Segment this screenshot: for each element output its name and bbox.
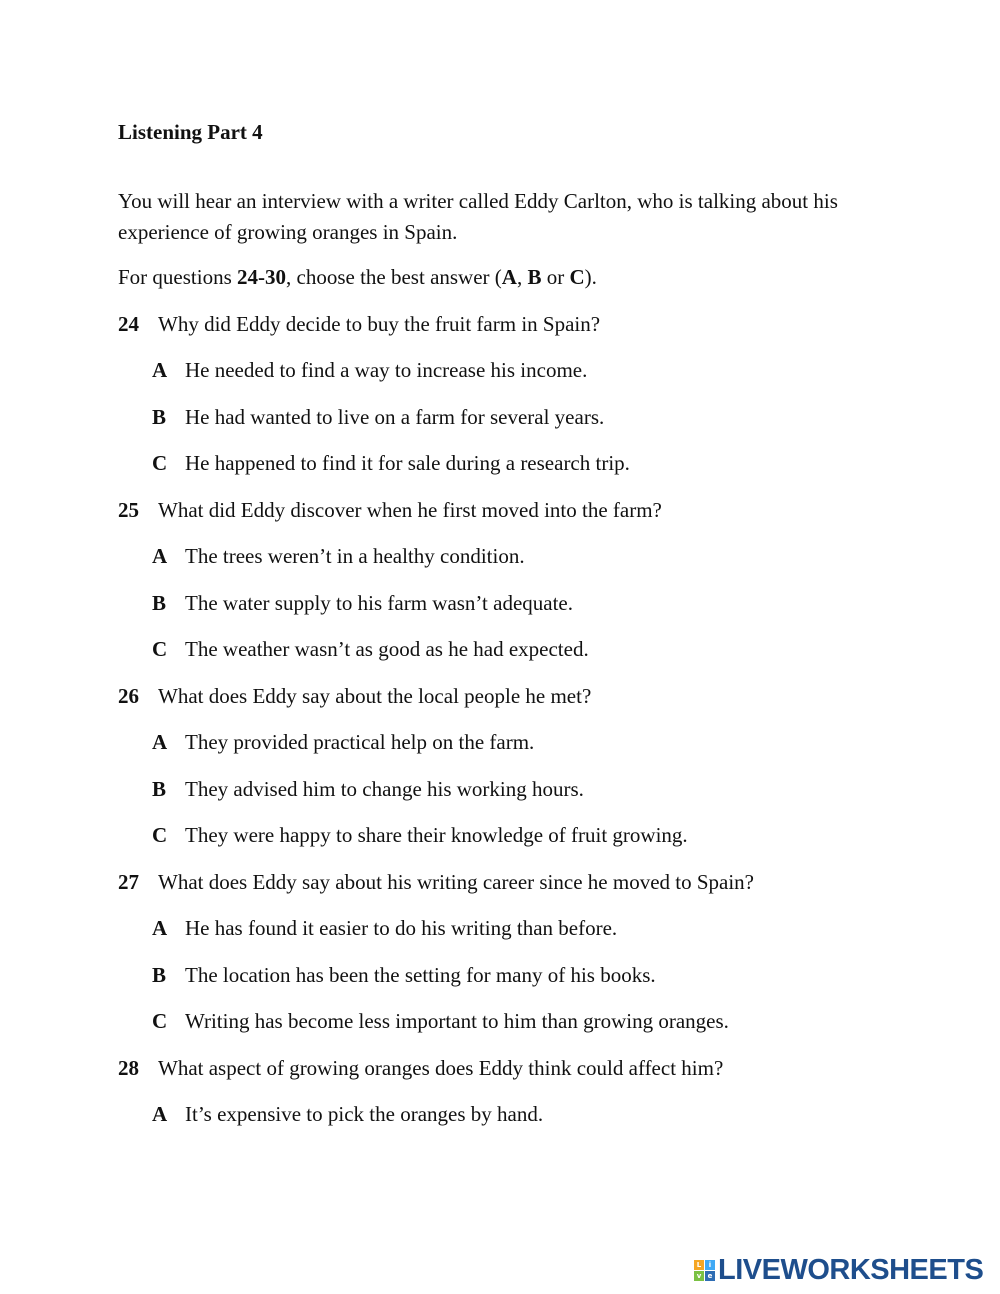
option-letter: A [152,544,168,568]
option-letter: A [152,1102,168,1126]
question-27-option-c[interactable] [118,1007,898,1035]
liveworksheets-logo [694,1255,983,1285]
question-number: 25 [118,497,139,522]
option-text: The water supply to his farm wasn’t adequate. [185,590,573,615]
instructions-option-b: B [527,265,542,289]
option-letter: A [152,730,168,754]
question-27-option-a[interactable] [118,914,898,942]
instructions-sep2: or [541,265,570,289]
option-letter: C [152,823,168,847]
option-text: They were happy to share their knowledge of fruit growing. [185,823,688,847]
instructions [118,263,898,291]
question-25 [118,496,898,524]
question-25-option-b[interactable] [118,589,898,617]
question-28-option-a[interactable] [118,1100,898,1128]
option-letter: B [152,590,167,615]
logo-text: LIVEWORKSHEETS [718,1253,984,1286]
logo-square: L [694,1260,704,1270]
question-text: What does Eddy say about the local people he met? [158,683,592,708]
option-text: Writing has become less important to him than growing oranges. [185,1009,729,1033]
question-24-option-a[interactable] [118,356,898,384]
logo-square: e [705,1271,715,1281]
question-number: 28 [118,1055,139,1080]
option-letter: B [152,962,167,987]
question-28 [118,1054,898,1082]
instructions-sep1: , [516,265,528,289]
question-26 [118,682,898,710]
option-letter: C [152,1009,168,1033]
question-26-option-b[interactable] [118,775,898,803]
question-text: What did Eddy discover when he first moved into the farm? [158,497,662,522]
option-text: He had wanted to live on a farm for several years. [185,404,605,429]
page-title: Listening Part 4 [118,120,263,144]
option-letter: B [152,776,167,801]
intro-paragraph: You will hear an interview with a writer called Eddy Carlton, who is talking about his experience of growing oranges in Spain. [118,189,838,244]
option-letter: C [152,637,168,661]
question-text: Why did Eddy decide to buy the fruit farm in Spain? [158,311,601,336]
option-letter: A [152,358,168,382]
question-number: 26 [118,683,139,708]
question-26-option-a[interactable] [118,728,898,756]
question-27 [118,868,898,896]
question-number: 27 [118,869,139,894]
option-text: They advised him to change his working hours. [185,776,584,801]
logo-square: v [694,1271,704,1281]
instructions-option-a: A [501,265,517,289]
option-text: The trees weren’t in a healthy condition. [185,544,525,568]
instructions-middle: , choose the best answer ( [286,265,502,289]
question-26-option-c[interactable] [118,821,898,849]
question-text: What aspect of growing oranges does Eddy think could affect him? [158,1055,724,1080]
instructions-prefix: For questions [118,265,238,289]
option-text: It’s expensive to pick the oranges by hand. [185,1102,544,1126]
question-24-option-b[interactable] [118,403,898,431]
question-25-option-c[interactable] [118,635,898,663]
option-text: He happened to find it for sale during a research trip. [185,451,630,475]
option-letter: B [152,404,167,429]
instructions-range: 24-30 [237,265,287,289]
logo-square: i [705,1260,715,1270]
question-text: What does Eddy say about his writing career since he moved to Spain? [158,869,754,894]
instructions-suffix: ). [584,265,597,289]
option-letter: A [152,916,168,940]
question-25-option-a[interactable] [118,542,898,570]
question-number: 24 [118,311,139,336]
option-text: They provided practical help on the farm. [185,730,535,754]
option-text: The weather wasn’t as good as he had expected. [185,637,589,661]
instructions-option-c: C [569,265,585,289]
question-24-option-c[interactable] [118,449,898,477]
option-letter: C [152,451,168,475]
option-text: He has found it easier to do his writing than before. [185,916,618,940]
question-24 [118,310,898,338]
option-text: The location has been the setting for many of his books. [185,962,656,987]
option-text: He needed to find a way to increase his income. [185,358,588,382]
question-27-option-b[interactable] [118,961,898,989]
worksheet-page [118,118,898,1128]
question-list [118,310,898,1129]
logo-squares-icon [694,1260,715,1281]
